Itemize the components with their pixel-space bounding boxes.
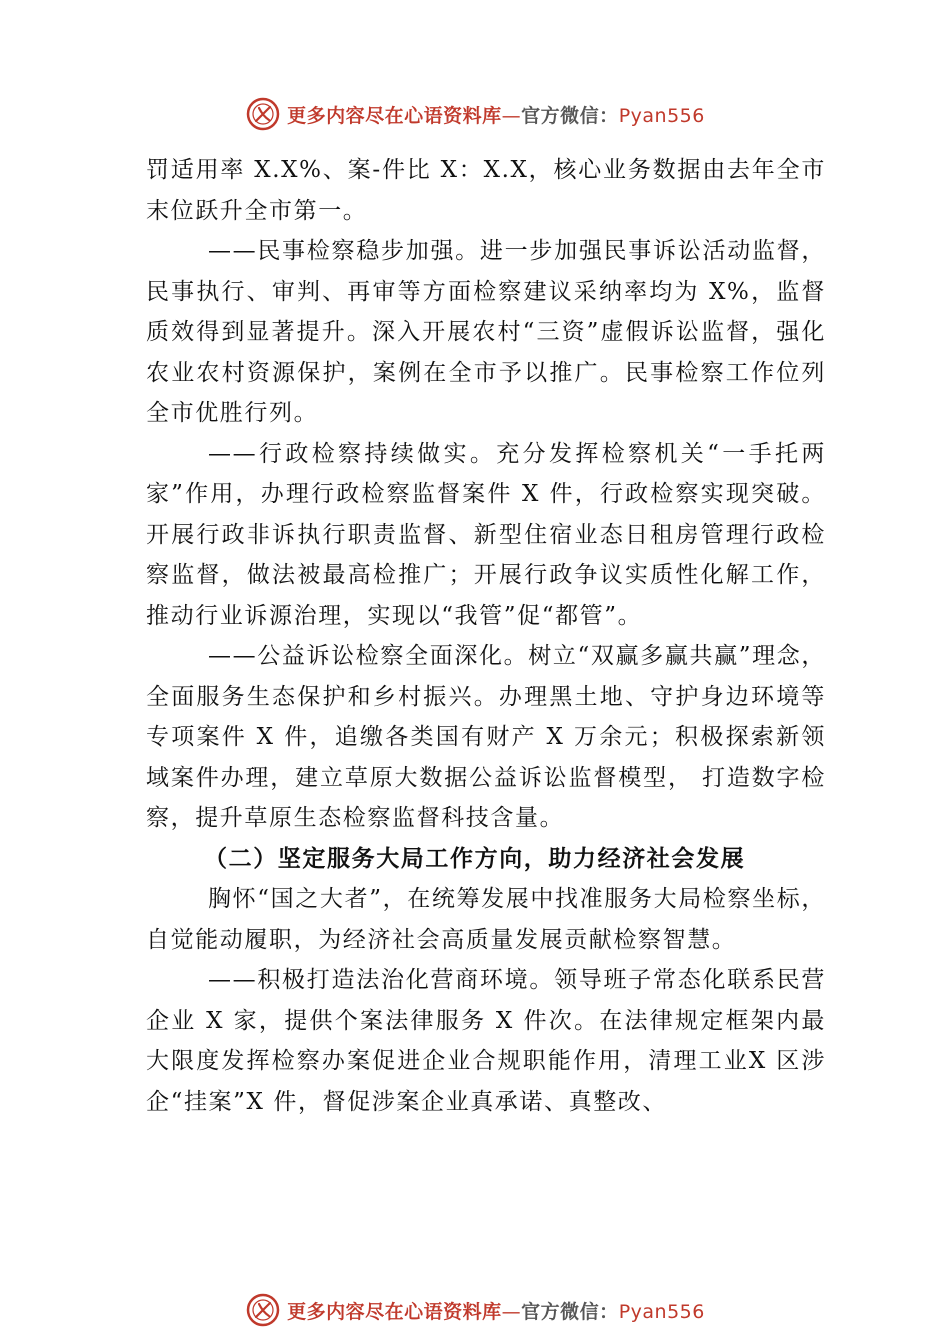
- footer-separator: —: [501, 1300, 522, 1323]
- header-main-text: 更多内容尽在心语资料库: [287, 104, 502, 127]
- seal-logo-icon: [245, 96, 281, 132]
- section-heading: （二）坚定服务大局工作方向，助力经济社会发展: [204, 844, 746, 872]
- footer-text: [287, 1297, 705, 1324]
- footer-wechat-label: 官方微信：: [521, 1300, 619, 1323]
- paragraph-public-interest-litigation: ——公益诉讼检察全面深化。树立“双赢多赢共赢”理念， 全面服务生态保护和乡村振兴。办理黑土地、守护身边环境等专项案件 X 件，追缴各类国有财产 X 万余元；积极探索新领域案件办理，建立草原大数据公益诉讼监督模型， 打造数字检察，提升草原生态检察监督科技含量。: [146, 643, 826, 831]
- header-wechat-label: 官方微信：: [521, 104, 619, 127]
- paragraph-section-intro: 胸怀“国之大者”，在统筹发展中找准服务大局检察坐标，自觉能动履职，为经济社会高质量发展贡献检察智慧。: [146, 886, 826, 953]
- footer-banner: [0, 1288, 950, 1332]
- header-wechat-id: Pyan556: [618, 104, 705, 127]
- paragraph-business-environment: ——积极打造法治化营商环境。领导班子常态化联系民营企业 X 家，提供个案法律服务 X 件次。在法律规定框架内最大限度发挥检察办案促进企业合规职能作用，清理工业X 区涉企“挂案”X 件，督促涉案企业真承诺、真整改、: [146, 967, 826, 1115]
- footer-main-text: 更多内容尽在心语资料库: [287, 1300, 502, 1323]
- paragraph-continuation: 罚适用率 X.X%、案-件比 X：X.X，核心业务数据由去年全市末位跃升全市第一。: [146, 157, 826, 224]
- footer-wechat-id: Pyan556: [618, 1300, 705, 1323]
- paragraph-civil-procuratorate: ——民事检察稳步加强。进一步加强民事诉讼活动监督，民事执行、审判、再审等方面检察建议采纳率均为 X%，监督质效得到显著提升。深入开展农村“三资”虚假诉讼监督，强化农业农村资源保护，案例在全市予以推广。民事检察工作位列全市优胜行列。: [146, 238, 826, 426]
- header-banner: [0, 92, 950, 136]
- header-separator: —: [501, 104, 522, 127]
- header-text: [287, 101, 705, 128]
- document-body: [146, 150, 826, 1122]
- paragraph-administrative-procuratorate: ——行政检察持续做实。充分发挥检察机关“一手托两家”作用，办理行政检察监督案件 X 件，行政检察实现突破。开展行政非诉执行职责监督、新型住宿业态日租房管理行政检察监督，做法被最高检推广；开展行政争议实质性化解工作，推动行业诉源治理，实现以“我管”促“都管”。: [146, 440, 826, 629]
- seal-logo-icon: [245, 1292, 281, 1328]
